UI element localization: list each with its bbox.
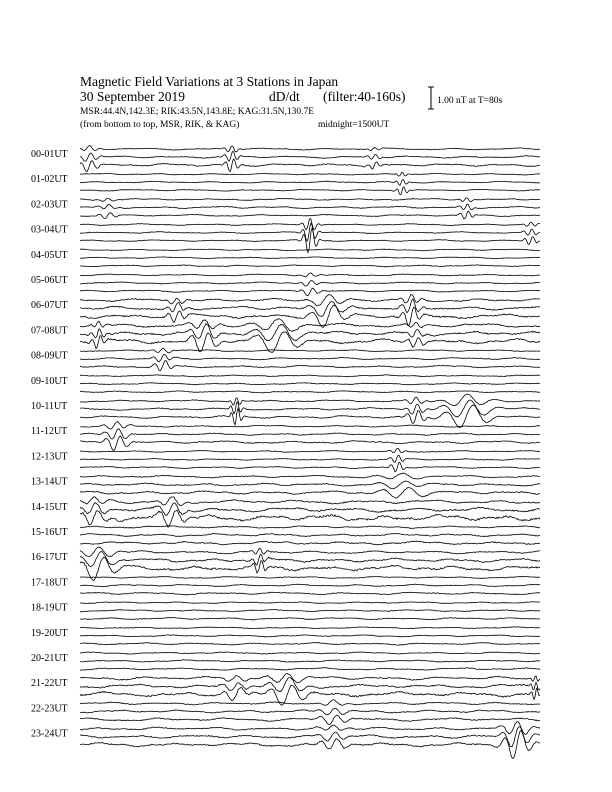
- trace-rik: [80, 257, 540, 259]
- row-label: 23-24UT: [31, 728, 68, 740]
- hour-row: [31, 700, 540, 725]
- row-label: 13-14UT: [31, 476, 68, 488]
- row-label: 14-15UT: [31, 501, 68, 513]
- hour-row: [31, 198, 540, 219]
- hour-row: [31, 146, 540, 172]
- chart-quantity: dD/dt: [269, 89, 300, 104]
- scale-bar: [428, 87, 434, 109]
- trace-kag: [80, 394, 540, 406]
- trace-rik: [80, 678, 540, 692]
- row-label: 10-11UT: [31, 401, 68, 412]
- row-label: 21-22UT: [31, 678, 68, 690]
- row-label: 07-08UT: [31, 325, 68, 337]
- trace-kag: [80, 319, 540, 332]
- row-label: 04-05UT: [31, 249, 68, 261]
- hour-row: [31, 375, 540, 393]
- trace-msr: [80, 159, 540, 172]
- trace-rik: [80, 609, 540, 611]
- trace-msr: [80, 265, 540, 267]
- trace-rik: [80, 151, 540, 161]
- trace-msr: [80, 487, 540, 498]
- row-label: 15-16UT: [31, 527, 68, 538]
- trace-msr: [80, 685, 540, 705]
- trace-kag: [80, 526, 540, 529]
- row-label: 06-07UT: [31, 300, 68, 312]
- hour-row: [31, 172, 540, 194]
- trace-rik: [80, 503, 540, 516]
- hour-row: [31, 319, 540, 353]
- trace-rik: [80, 660, 540, 662]
- row-label: 19-20UT: [31, 627, 68, 639]
- station-coordinates: MSR:44.4N,142.3E; RIK:43.5N,143.8E; KAG:31.5N,130.7E: [80, 107, 315, 117]
- trace-kag: [80, 273, 540, 277]
- hour-row: [31, 602, 540, 620]
- row-label: 20-21UT: [31, 653, 68, 664]
- midnight-note: midnight=1500UT: [318, 120, 390, 130]
- row-label: 01-02UT: [31, 174, 68, 186]
- trace-rik: [80, 354, 540, 362]
- hour-row: [31, 576, 540, 594]
- trace-rik: [80, 727, 540, 747]
- scale-bar-label: 1.00 nT at T=80s: [437, 96, 503, 106]
- trace-kag: [80, 198, 540, 202]
- trace-kag: [80, 722, 540, 735]
- trace-rik: [80, 400, 540, 417]
- hour-row: [31, 497, 540, 528]
- hour-row: [31, 473, 540, 498]
- trace-msr: [80, 332, 540, 353]
- trace-msr: [80, 462, 540, 471]
- row-label: 16-17UT: [31, 552, 68, 564]
- trace-kag: [80, 627, 540, 629]
- trace-kag: [80, 652, 540, 654]
- row-label: 18-19UT: [31, 602, 68, 614]
- trace-rik: [80, 324, 540, 341]
- chart-title: Magnetic Field Variations at 3 Stations in Japan: [80, 74, 339, 89]
- trace-kag: [80, 146, 540, 152]
- row-label: 12-13UT: [31, 451, 68, 463]
- row-label: 00-01UT: [31, 149, 68, 160]
- row-label: 02-03UT: [31, 199, 68, 211]
- trace-msr: [80, 187, 540, 195]
- chart-filter: (filter:40-160s): [323, 89, 406, 104]
- trace-rik: [80, 481, 540, 489]
- chart-date: 30 September 2019: [80, 89, 185, 104]
- trace-msr: [80, 592, 540, 595]
- trace-kag: [80, 172, 540, 176]
- trace-kag: [80, 547, 540, 556]
- trace-kag: [80, 249, 540, 251]
- trace-msr: [80, 211, 540, 219]
- row-label: 11-12UT: [31, 426, 68, 438]
- hour-row: [31, 273, 540, 296]
- trace-kag: [80, 375, 540, 377]
- trace-rik: [80, 584, 540, 587]
- hour-row: [31, 526, 540, 545]
- trace-msr: [80, 510, 540, 527]
- station-order-note: (from bottom to top, MSR, RIK, & KAG): [80, 120, 240, 130]
- trace-rik: [80, 455, 540, 462]
- row-label: 17-18UT: [31, 577, 68, 589]
- hour-row: [31, 547, 540, 580]
- trace-msr: [80, 668, 540, 671]
- trace-kag: [80, 497, 540, 506]
- row-label: 05-06UT: [31, 275, 68, 286]
- trace-rik: [80, 299, 540, 316]
- trace-msr: [80, 288, 540, 296]
- trace-rik: [80, 533, 540, 536]
- hour-row: [31, 394, 540, 428]
- trace-msr: [80, 731, 540, 759]
- trace-kag: [80, 348, 540, 353]
- hour-row: [31, 249, 540, 267]
- hour-row: [31, 673, 540, 705]
- trace-msr: [80, 541, 540, 545]
- trace-kag: [80, 673, 540, 683]
- trace-msr: [80, 436, 540, 450]
- trace-msr: [80, 643, 540, 646]
- trace-kag: [80, 576, 540, 578]
- hour-row: [31, 652, 540, 670]
- trace-kag: [80, 422, 540, 429]
- hour-row: [31, 294, 540, 327]
- trace-rik: [80, 708, 540, 715]
- trace-msr: [80, 715, 540, 724]
- trace-kag: [80, 448, 540, 452]
- row-label: 08-09UT: [31, 350, 68, 362]
- trace-rik: [80, 635, 540, 637]
- row-label: 09-10UT: [31, 375, 68, 387]
- trace-msr: [80, 361, 540, 371]
- trace-rik: [80, 280, 540, 286]
- trace-rik: [80, 383, 540, 385]
- row-label: 22-23UT: [31, 703, 68, 715]
- row-label: 03-04UT: [31, 224, 68, 236]
- trace-kag: [80, 602, 540, 604]
- hour-row: [31, 218, 540, 252]
- hour-row: [31, 627, 540, 645]
- trace-msr: [80, 391, 540, 393]
- trace-kag: [80, 294, 540, 305]
- trace-rik: [80, 204, 540, 210]
- trace-msr: [80, 617, 540, 620]
- hour-row: [31, 348, 540, 371]
- trace-rows: [31, 146, 540, 759]
- trace-kag: [80, 700, 540, 706]
- trace-rik: [80, 179, 540, 185]
- hour-row: [31, 422, 540, 451]
- trace-rik: [80, 429, 540, 439]
- trace-rik: [80, 552, 540, 567]
- hour-row: [31, 448, 540, 471]
- hour-row: [31, 722, 540, 759]
- trace-kag: [80, 473, 540, 479]
